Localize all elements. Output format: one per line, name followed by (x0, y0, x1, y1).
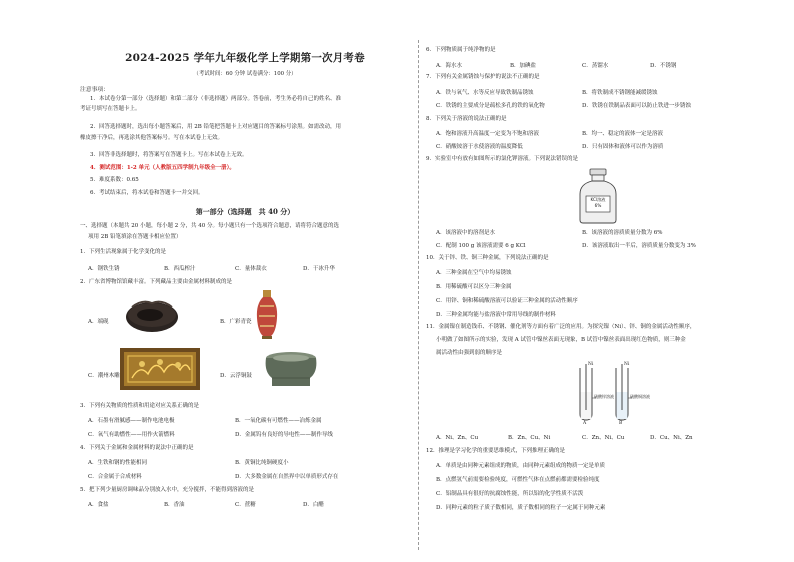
q7-stem: 7．下列有关金属锈蚀与保护的说法不正确的是 (426, 74, 540, 80)
q12-option-c: C．铝制品具有很好的抗腐蚀性能，所以铝的化学性质不活泼 (436, 491, 584, 497)
q12-stem: 12．推理是学习化学的重要思维模式，下列推理正确的是 (426, 448, 566, 454)
q6-option-a: A．海水水 (436, 63, 462, 69)
q4-stem: 4．下列关于金属和金属材料的说法中正确的是 (80, 445, 194, 451)
q1-option-a: A．钢铁生锈 (88, 266, 120, 272)
q5-option-b: B．香油 (164, 502, 185, 508)
q5-option-a: A．食盐 (88, 502, 109, 508)
q2-option-a: A．端砚 (88, 319, 109, 325)
q3-option-d: D．金属钨有良好的导电性——制作导线 (235, 432, 333, 438)
q6-option-d: D．不锈钢 (650, 63, 677, 69)
exam-title: 2024-2025 学年九年级化学上学期第一次月考卷 (125, 52, 365, 64)
note-5: 5．难度系数：0.65 (90, 177, 139, 183)
note-6: 6．考试结束后，将本试卷和答题卡一并交回。 (90, 190, 204, 196)
q2-stem: 2．广东省博物馆馆藏丰富。下列藏品主要由金属材料制成的是 (80, 279, 233, 285)
q9-option-a: A．该溶液中的溶剂是水 (436, 230, 495, 236)
tube-b-label: B (619, 421, 623, 426)
q2-option-c: C．潮州木雕 (88, 373, 120, 379)
q8-option-d: D．只有固体和液体可以作为溶质 (582, 144, 664, 150)
q10-option-c: C．用锌、铜和稀硫酸溶液可以验证三种金属的活动性顺序 (436, 298, 578, 304)
part1-intro-line2: 项用 2B 铅笔填涂在答题卡相应位置） (88, 234, 182, 240)
q11-stem-2: 小明做了如图所示的实验，发现 A 试管中镍丝表面无现象，B 试管中镍丝表面出现红色物质，则三种金 (436, 337, 686, 343)
ni-label-a: Ni (588, 362, 594, 367)
q8-option-b: B．均一、稳定的液体一定是溶液 (582, 131, 664, 137)
q12-option-d: D．同种元素的粒子质子数相同，质子数相同的粒子一定属于同种元素 (436, 505, 606, 511)
q7-option-a: A．铁与氧气、水等反应导致铁制品锈蚀 (436, 90, 534, 96)
q3-stem: 3．下列有关物质的性质和用途对应关系正确的是 (80, 403, 200, 409)
q2-option-b: B．广彩青瓷 (220, 319, 252, 325)
note-1a: 1．本试卷分第一部分（选择题）和第二部分（非选择题）两部分。答卷前，考生务必将自己的姓名、准 (90, 96, 342, 102)
q12-option-b: B．点燃氢气前需要检验纯度，可燃性气体在点燃前都需要检验纯度 (436, 477, 600, 483)
exam-subtitle: （考试时间：60 分钟 试卷满分：100 分） (193, 71, 297, 77)
q10-option-a: A．三种金属在空气中均易锈蚀 (436, 270, 512, 276)
q11-option-d: D．Cu、Ni、Zn (650, 435, 693, 441)
woodcarving-image (120, 348, 200, 390)
q11-option-c: C．Zn、Ni、Cu (582, 435, 625, 441)
bottle-label (586, 197, 610, 210)
q2-option-d: D．云浮铜鼓 (220, 373, 252, 379)
note-1b: 考证号填写在答题卡上。 (80, 106, 141, 112)
inkstone-image (122, 293, 182, 337)
q9-option-b: B．该溶液的溶质质量分数为 6% (582, 230, 663, 236)
q5-option-d: D．白醋 (303, 502, 324, 508)
q10-stem: 10．关于锌、铁、铜三种金属，下列说法正确的是 (426, 255, 549, 261)
q4-option-c: C．合金属于合成材料 (88, 474, 142, 480)
ni-label-b: Ni (624, 362, 630, 367)
part1-intro-line1: 一、选择题（本题共 20 小题，每小题 2 分，共 40 分。每小题只有一个选项符合题意，请将符合题意的选 (80, 223, 339, 229)
q9-stem: 9．实验室中有放有如图所示的氯化钾溶液。下列说法错误的是 (426, 156, 579, 162)
part1-heading: 第一部分（选择题 共 40 分） (195, 207, 295, 216)
note-2b: 橡皮擦干净后，再选涂其他答案标号。写在本试卷上无效。 (80, 135, 224, 141)
reagent-bottle-image (576, 168, 620, 224)
q11-stem-3: 属活动性由强到弱的顺序是 (436, 350, 503, 356)
test-tube-diagram (560, 364, 660, 426)
q7-option-d: D．铁锈在铁制品表面可以防止铁进一步锈蚀 (582, 103, 691, 109)
note-4: 4．测试范围：1-2 单元（人教版五四学制九年级全一册）。 (90, 165, 235, 171)
q11-stem-1: 11．金属镍在制造钱币、不锈钢、催化剂等方面有着广泛的应用。为探究镍（Ni）、锌、铜的金属活动性顺序， (426, 324, 696, 330)
note-2a: 2．回答选择题时，选出每小题答案后，用 2B 铅笔把答题卡上对应题目的答案标号涂黑。如需改动，用 (90, 124, 342, 130)
q6-stem: 6．下列物质属于纯净物的是 (426, 47, 496, 53)
q4-option-b: B．黄铜比纯铜硬度小 (235, 460, 289, 466)
note-3: 3．回答非选择题时，将答案写在答题卡上。写在本试卷上无效。 (90, 152, 248, 158)
q1-stem: 1．下列生活现象属于化学变化的是 (80, 249, 167, 255)
q9-option-d: D．该溶液取出一半后，溶质质量分数变为 3% (582, 243, 696, 249)
q6-option-b: B．加碘盐 (510, 63, 537, 69)
vase-image (255, 288, 279, 340)
q7-option-b: B．将铁制成不锈钢能减缓锈蚀 (582, 90, 658, 96)
q9-option-c: C．配制 100 g 该溶液需要 6 g KCl (436, 243, 526, 249)
q1-option-c: C．量体裁衣 (235, 266, 267, 272)
q4-option-d: D．大多数金属在自然界中以单质形式存在 (235, 474, 339, 480)
q3-option-a: A．石墨有滑腻感——制作电池电极 (88, 418, 175, 424)
copper-sulfate-label: 硫酸铜溶液 (630, 394, 650, 399)
bottle-label-solution: KCl溶液 (590, 197, 606, 202)
bottle-label-percent: 6% (594, 203, 602, 209)
q11-option-a: A．Ni、Zn、Cu (436, 435, 479, 441)
zinc-sulfate-label: 硫酸锌溶液 (594, 394, 614, 399)
q6-option-c: C．蒸馏水 (582, 63, 609, 69)
q3-option-c: C．氧气有助燃性——用作火箭燃料 (88, 432, 175, 438)
q8-stem: 8．下列关于溶液的说法正确的是 (426, 116, 507, 122)
q1-option-b: B．西瓜榨汁 (164, 266, 196, 272)
q3-option-b: B．一氧化碳有可燃性——冶炼金属 (235, 418, 322, 424)
q4-option-a: A．生铁和钢的性能相同 (88, 460, 147, 466)
q11-option-b: B．Zn、Cu、Ni (508, 435, 551, 441)
q10-option-d: D．三种金属均能与盐溶液中常用导线的制作材料 (436, 312, 556, 318)
q10-option-b: B．用稀硫酸可以区分三种金属 (436, 284, 512, 290)
bronze-drum-image (262, 350, 320, 390)
tube-a-label: A (583, 421, 587, 426)
q8-option-a: A．饱和溶液升高温度一定变为不饱和溶液 (436, 131, 539, 137)
q5-stem: 5．把下列少量厨房调味品分别放入水中，充分搅拌，不能得到溶液的是 (80, 487, 255, 493)
q8-option-c: C．硝酸铵溶于水使溶液的温度降低 (436, 144, 523, 150)
q12-option-a: A．单质是由同种元素组成的物质，由同种元素组成的物质一定是单质 (436, 463, 605, 469)
notes-heading: 注意事项： (80, 87, 109, 93)
q1-option-d: D．干冰升华 (303, 266, 335, 272)
q7-option-c: C．铁锈的主要成分是疏松多孔的铁的氧化物 (436, 103, 545, 109)
column-divider (418, 40, 419, 550)
q5-option-c: C．蔗糖 (235, 502, 256, 508)
